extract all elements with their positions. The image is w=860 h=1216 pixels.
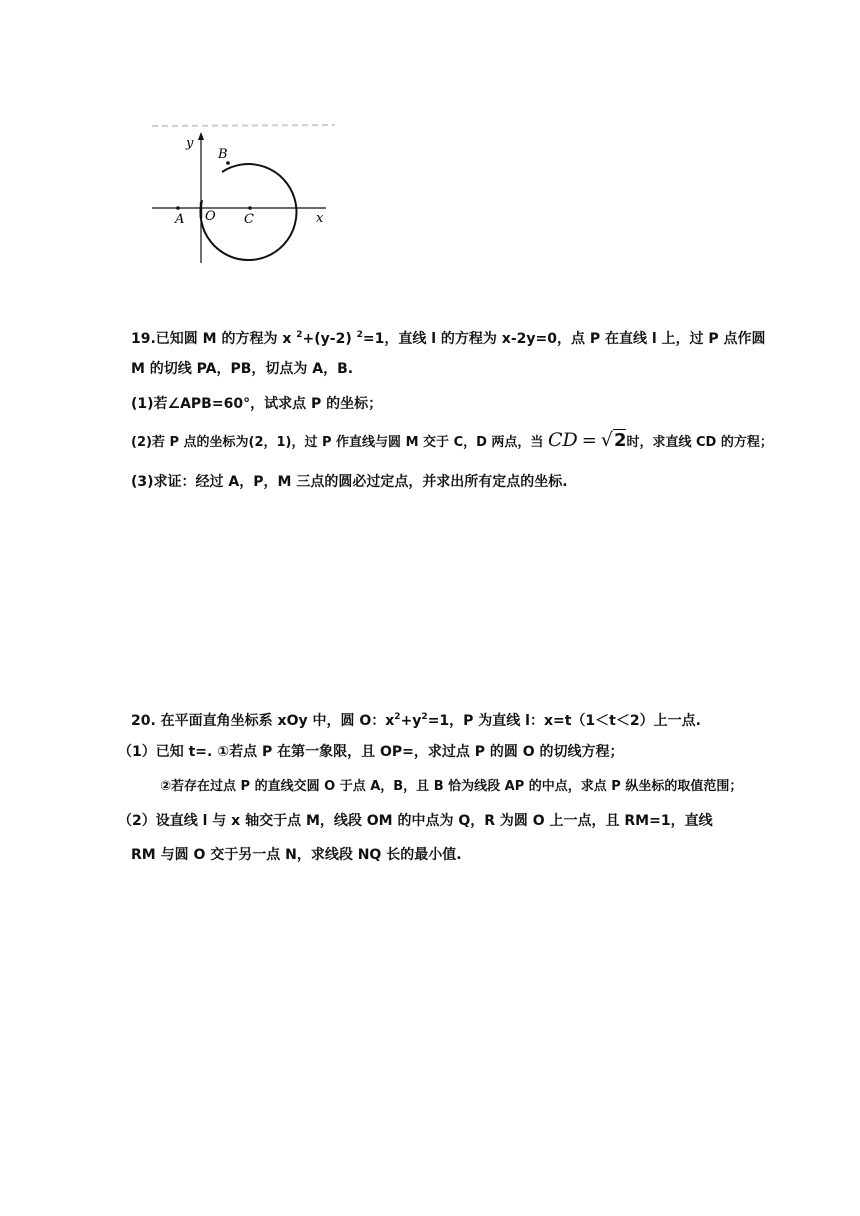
q19-part2-text-a: (2)若 P 点的坐标为(2，1)，过 P 作直线与圆 M 交于 C，D 两点，当 <box>131 435 548 450</box>
q20-exponent-1: 2 <box>394 712 401 722</box>
point-A <box>176 206 180 210</box>
q19-math-eq: = <box>581 430 597 451</box>
q20-line1-text-a: 20. 在平面直角坐标系 xOy 中，圆 O：x <box>131 713 395 729</box>
q19-line2: M 的切线 PA，PB，切点为 A，B. <box>131 361 354 377</box>
q20-exponent-2: 2 <box>421 712 428 722</box>
q20-line1-text-b: +y <box>400 713 422 729</box>
q19-math-cd: CD <box>547 429 578 451</box>
label-C: C <box>244 212 254 227</box>
q19-line1 <box>131 325 766 349</box>
q20-line2: （1）已知 t=. ①若点 P 在第一象限，且 OP=，求过点 P 的圆 O 的切线方程； <box>118 744 624 760</box>
figure-svg <box>140 118 345 270</box>
scan-noise-line <box>152 125 335 126</box>
q20-line5: RM 与圆 O 交于另一点 N，求线段 NQ 长的最小值. <box>131 847 462 863</box>
label-x: x <box>316 211 324 226</box>
q19-line1-text-a: 19.已知圆 M 的方程为 x <box>131 331 297 347</box>
sqrt-icon: √ <box>600 429 613 451</box>
label-A: A <box>175 212 185 227</box>
point-C <box>248 206 252 210</box>
label-B: B <box>218 147 228 162</box>
q19-exponent-1: 2 <box>296 330 303 340</box>
q19-part2 <box>131 429 773 453</box>
q20-line3: ②若存在过点 P 的直线交圆 O 于点 A，B，且 B 恰为线段 AP 的中点，求点 P 纵坐标的取值范围； <box>160 779 743 794</box>
y-axis-arrow-icon <box>198 132 204 140</box>
q20-line1-text-c: =1，P 为直线 l：x=t（1＜t＜2）上一点. <box>427 713 701 729</box>
q19-math-sqrt-arg: 2 <box>613 430 627 451</box>
label-y: y <box>186 136 194 151</box>
q19-part2-text-b: 时，求直线 CD 的方程； <box>626 435 773 450</box>
q19-line1-text-b: +(y-2) <box>302 331 357 347</box>
q19-exponent-2: 2 <box>356 330 363 340</box>
circle-figure <box>140 118 345 270</box>
label-O: O <box>205 209 216 224</box>
q19-part1: (1)若∠APB=60°，试求点 P 的坐标； <box>131 396 383 412</box>
q20-line1 <box>131 707 740 731</box>
q19-part3: (3)求证：经过 A，P，M 三点的圆必过定点，并求出所有定点的坐标. <box>131 474 568 490</box>
q19-line1-text-c: =1，直线 l 的方程为 x-2y=0，点 P 在直线 l 上，过 P 点作圆 <box>362 331 766 347</box>
q20-line4: （2）设直线 l 与 x 轴交于点 M，线段 OM 的中点为 Q，R 为圆 O 上一点，且 RM=1，直线 <box>118 813 713 829</box>
